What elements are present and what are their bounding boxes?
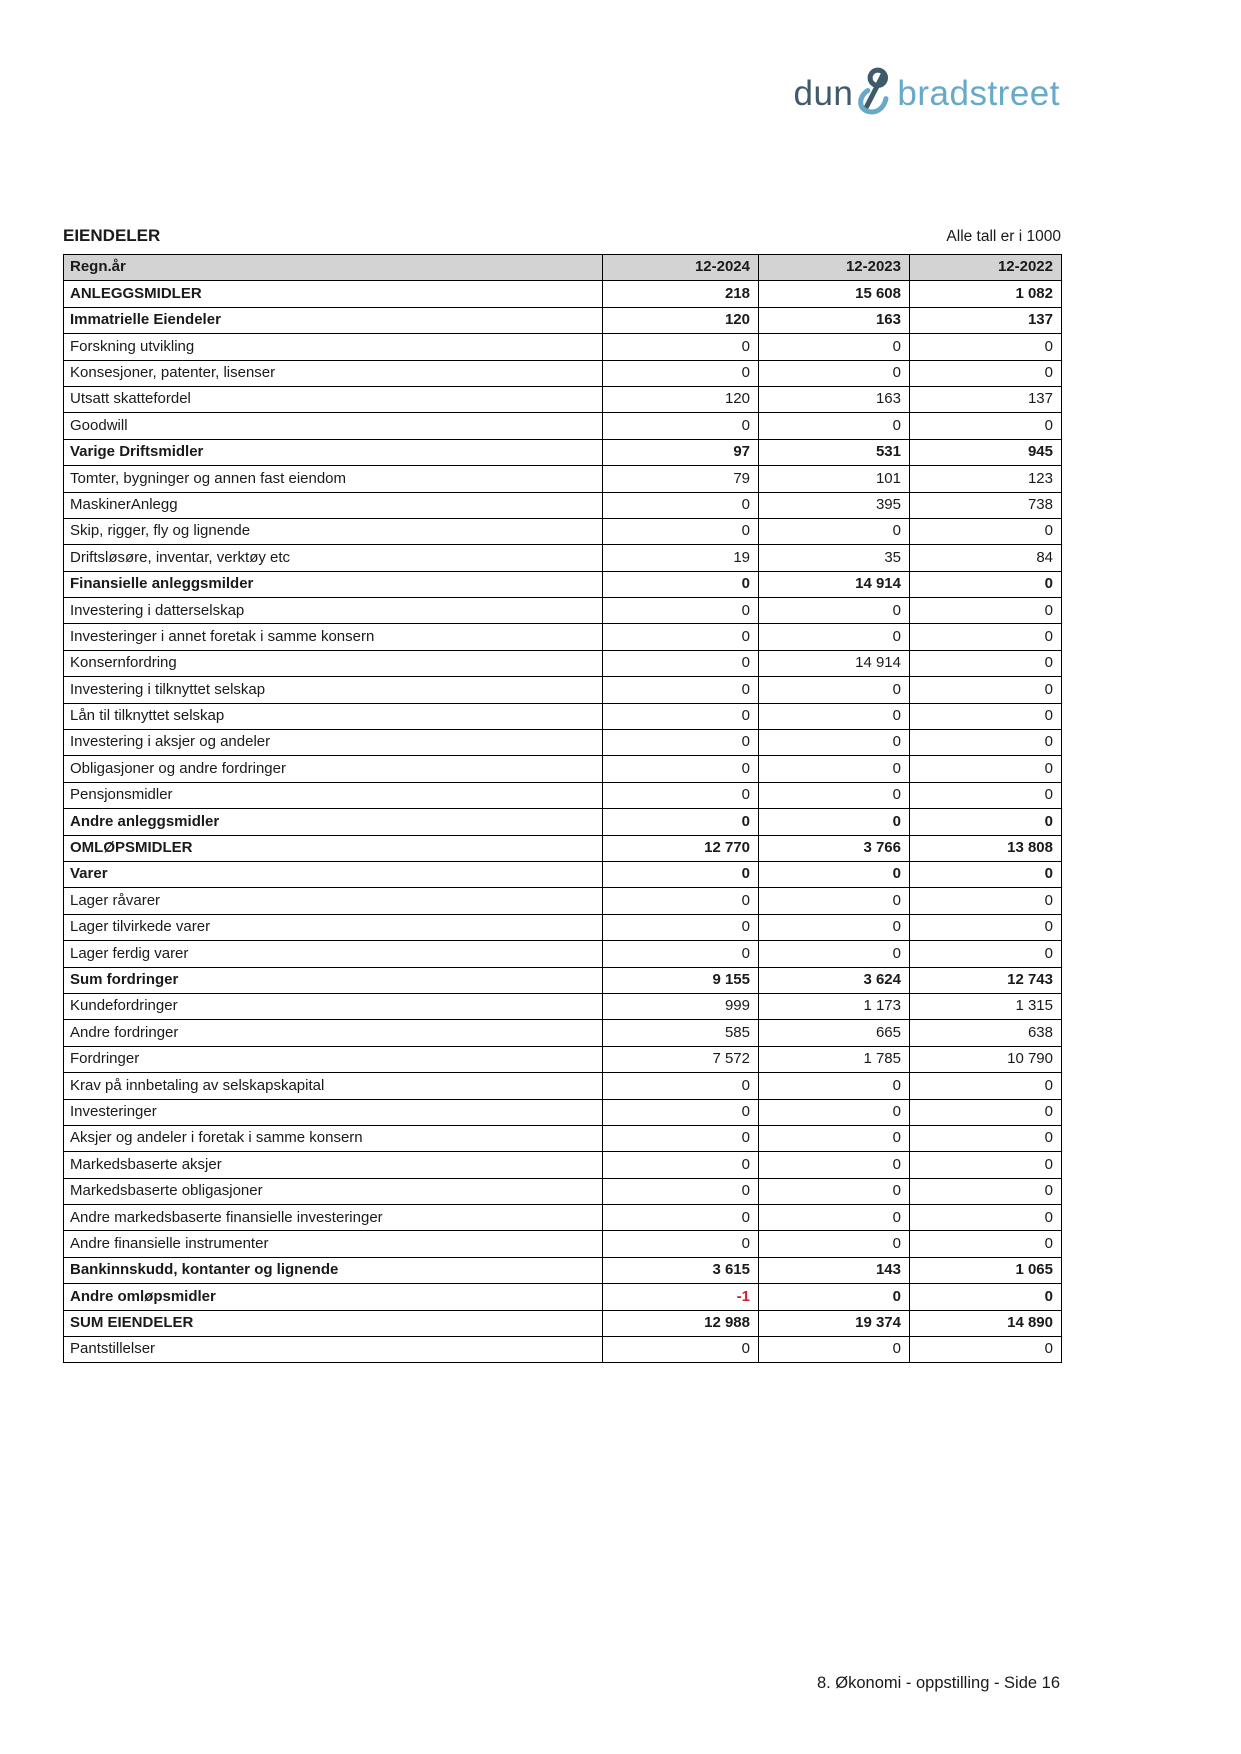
row-value: 123 (910, 466, 1062, 492)
table-row (64, 914, 1062, 940)
row-value: 218 (603, 281, 759, 307)
row-value: 0 (910, 1205, 1062, 1231)
row-value: 0 (759, 598, 910, 624)
table-row (64, 598, 1062, 624)
row-value: 10 790 (910, 1046, 1062, 1072)
logo-word-dun: dun (793, 74, 854, 113)
row-value: 14 890 (910, 1310, 1062, 1336)
table-row (64, 1178, 1062, 1204)
row-value: 531 (759, 439, 910, 465)
row-label: Investeringer i annet foretak i samme konsern (64, 624, 603, 650)
row-label: Andre fordringer (64, 1020, 603, 1046)
row-value: 0 (910, 1099, 1062, 1125)
row-value: 0 (603, 888, 759, 914)
table-row (64, 993, 1062, 1019)
row-label: Sum fordringer (64, 967, 603, 993)
table-row (64, 1205, 1062, 1231)
row-value: 0 (910, 861, 1062, 887)
header-col-2022: 12-2022 (910, 255, 1062, 281)
row-value: 0 (759, 334, 910, 360)
row-value: 137 (910, 307, 1062, 333)
table-header (64, 255, 1062, 281)
page-title: EIENDELER (63, 226, 161, 245)
row-value: 0 (759, 809, 910, 835)
row-value: 1 065 (910, 1257, 1062, 1283)
row-value: 3 766 (759, 835, 910, 861)
table-row (64, 518, 1062, 544)
table-row (64, 281, 1062, 307)
row-label: Investering i aksjer og andeler (64, 730, 603, 756)
header-col-2023: 12-2023 (759, 255, 910, 281)
row-value: 0 (910, 1231, 1062, 1257)
table-row (64, 650, 1062, 676)
row-label: Goodwill (64, 413, 603, 439)
row-value: 12 770 (603, 835, 759, 861)
row-value: 0 (603, 650, 759, 676)
row-value: 0 (910, 518, 1062, 544)
row-value: 84 (910, 545, 1062, 571)
row-value: 0 (759, 1073, 910, 1099)
row-value: 0 (759, 413, 910, 439)
row-value: 0 (910, 703, 1062, 729)
table-row (64, 861, 1062, 887)
row-value: 0 (759, 914, 910, 940)
row-value: 0 (603, 861, 759, 887)
row-value: 0 (603, 598, 759, 624)
table-row (64, 730, 1062, 756)
row-value: 0 (910, 730, 1062, 756)
row-value: 0 (910, 782, 1062, 808)
row-label: Andre omløpsmidler (64, 1284, 603, 1310)
table-row (64, 1231, 1062, 1257)
row-value: 395 (759, 492, 910, 518)
row-label: Immatrielle Eiendeler (64, 307, 603, 333)
row-value: 0 (603, 1073, 759, 1099)
row-value: 0 (759, 518, 910, 544)
row-value: 120 (603, 386, 759, 412)
row-label: Varer (64, 861, 603, 887)
table-row (64, 1337, 1062, 1363)
row-value: 0 (759, 360, 910, 386)
table-row (64, 466, 1062, 492)
row-value: 585 (603, 1020, 759, 1046)
row-value: 35 (759, 545, 910, 571)
row-value: 137 (910, 386, 1062, 412)
row-label: Utsatt skattefordel (64, 386, 603, 412)
row-value: 0 (910, 809, 1062, 835)
table-row (64, 888, 1062, 914)
row-label: Konsesjoner, patenter, lisenser (64, 360, 603, 386)
row-value: 0 (603, 1099, 759, 1125)
row-value: 0 (603, 703, 759, 729)
row-value: 9 155 (603, 967, 759, 993)
row-label: Markedsbaserte aksjer (64, 1152, 603, 1178)
row-value: 0 (759, 730, 910, 756)
row-value: 0 (910, 914, 1062, 940)
row-value: 3 615 (603, 1257, 759, 1283)
row-value: 0 (603, 334, 759, 360)
row-label: Andre anleggsmidler (64, 809, 603, 835)
row-value: 0 (910, 888, 1062, 914)
header-col-2024: 12-2024 (603, 255, 759, 281)
row-value: 0 (759, 703, 910, 729)
row-label: Andre finansielle instrumenter (64, 1231, 603, 1257)
row-value: 19 374 (759, 1310, 910, 1336)
table-row (64, 439, 1062, 465)
row-value: 0 (603, 1152, 759, 1178)
row-value: 0 (910, 1284, 1062, 1310)
row-value: 0 (910, 334, 1062, 360)
row-value: 0 (910, 1337, 1062, 1363)
row-label: Bankinnskudd, kontanter og lignende (64, 1257, 603, 1283)
row-label: Markedsbaserte obligasjoner (64, 1178, 603, 1204)
row-label: Krav på innbetaling av selskapskapital (64, 1073, 603, 1099)
row-value: 0 (910, 650, 1062, 676)
row-value: 0 (910, 360, 1062, 386)
row-value: -1 (603, 1284, 759, 1310)
row-value: 0 (910, 941, 1062, 967)
row-value: 101 (759, 466, 910, 492)
row-label: Lager ferdig varer (64, 941, 603, 967)
row-value: 0 (759, 861, 910, 887)
row-value: 0 (603, 1231, 759, 1257)
table-row (64, 571, 1062, 597)
row-label: Pensjonsmidler (64, 782, 603, 808)
row-value: 0 (759, 782, 910, 808)
row-value: 0 (910, 1178, 1062, 1204)
table-row (64, 782, 1062, 808)
row-value: 0 (603, 1205, 759, 1231)
row-value: 0 (759, 1205, 910, 1231)
row-value: 0 (759, 1152, 910, 1178)
row-value: 79 (603, 466, 759, 492)
row-value: 0 (603, 413, 759, 439)
table-row (64, 386, 1062, 412)
table-row (64, 677, 1062, 703)
row-label: Konsernfordring (64, 650, 603, 676)
table-row (64, 334, 1062, 360)
row-value: 12 988 (603, 1310, 759, 1336)
row-value: 97 (603, 439, 759, 465)
row-value: 15 608 (759, 281, 910, 307)
page-footer: 8. Økonomi - oppstilling - Side 16 (816, 1674, 1060, 1692)
row-label: Kundefordringer (64, 993, 603, 1019)
table-row (64, 492, 1062, 518)
row-value: 0 (910, 598, 1062, 624)
table-row (64, 941, 1062, 967)
row-value: 0 (603, 492, 759, 518)
table-row (64, 809, 1062, 835)
row-label: Lån til tilknyttet selskap (64, 703, 603, 729)
table-row (64, 1284, 1062, 1310)
row-label: Lager råvarer (64, 888, 603, 914)
row-value: 0 (603, 730, 759, 756)
row-label: Driftsløsøre, inventar, verktøy etc (64, 545, 603, 571)
row-label: OMLØPSMIDLER (64, 835, 603, 861)
table-row (64, 967, 1062, 993)
row-value: 0 (759, 1178, 910, 1204)
table-row (64, 1257, 1062, 1283)
row-value: 1 082 (910, 281, 1062, 307)
row-value: 999 (603, 993, 759, 1019)
table-row (64, 413, 1062, 439)
table-row (64, 835, 1062, 861)
row-value: 0 (910, 677, 1062, 703)
row-value: 0 (759, 888, 910, 914)
row-label: Pantstillelser (64, 1337, 603, 1363)
row-value: 0 (759, 677, 910, 703)
table-row (64, 624, 1062, 650)
row-label: Investeringer (64, 1099, 603, 1125)
table-row (64, 1046, 1062, 1072)
row-value: 0 (759, 941, 910, 967)
table-row (64, 1099, 1062, 1125)
row-label: Tomter, bygninger og annen fast eiendom (64, 466, 603, 492)
row-value: 163 (759, 307, 910, 333)
row-value: 19 (603, 545, 759, 571)
table-row (64, 1020, 1062, 1046)
row-label: Investering i tilknyttet selskap (64, 677, 603, 703)
row-value: 143 (759, 1257, 910, 1283)
row-value: 0 (759, 1284, 910, 1310)
row-value: 0 (603, 571, 759, 597)
header-label: Regn.år (64, 255, 603, 281)
row-label: Investering i datterselskap (64, 598, 603, 624)
table-row (64, 703, 1062, 729)
row-value: 0 (603, 677, 759, 703)
row-label: Aksjer og andeler i foretak i samme konsern (64, 1125, 603, 1151)
row-label: MaskinerAnlegg (64, 492, 603, 518)
row-value: 0 (603, 756, 759, 782)
row-value: 7 572 (603, 1046, 759, 1072)
row-value: 0 (759, 1231, 910, 1257)
row-value: 738 (910, 492, 1062, 518)
row-value: 0 (910, 756, 1062, 782)
title-row (63, 226, 1061, 246)
row-value: 0 (759, 1125, 910, 1151)
table-row (64, 1073, 1062, 1099)
row-value: 665 (759, 1020, 910, 1046)
row-label: Finansielle anleggsmilder (64, 571, 603, 597)
row-value: 120 (603, 307, 759, 333)
row-value: 13 808 (910, 835, 1062, 861)
row-label: Obligasjoner og andre fordringer (64, 756, 603, 782)
ampersand-icon (856, 66, 896, 115)
table-row (64, 1152, 1062, 1178)
row-value: 0 (603, 1178, 759, 1204)
row-value: 0 (603, 782, 759, 808)
row-value: 163 (759, 386, 910, 412)
row-value: 0 (910, 1073, 1062, 1099)
table-row (64, 1310, 1062, 1336)
units-note: Alle tall er i 1000 (946, 228, 1061, 245)
header-row (64, 255, 1062, 281)
row-value: 0 (603, 360, 759, 386)
row-value: 0 (603, 1337, 759, 1363)
row-label: Fordringer (64, 1046, 603, 1072)
table-row (64, 360, 1062, 386)
dun-bradstreet-logo (794, 72, 1061, 115)
row-value: 0 (603, 914, 759, 940)
row-value: 0 (603, 809, 759, 835)
row-value: 0 (910, 624, 1062, 650)
row-value: 0 (603, 941, 759, 967)
row-value: 0 (759, 1337, 910, 1363)
row-label: Skip, rigger, fly og lignende (64, 518, 603, 544)
row-value: 0 (603, 1125, 759, 1151)
row-value: 14 914 (759, 650, 910, 676)
row-value: 0 (759, 756, 910, 782)
row-value: 0 (759, 624, 910, 650)
table-row (64, 756, 1062, 782)
row-value: 3 624 (759, 967, 910, 993)
row-label: SUM EIENDELER (64, 1310, 603, 1336)
row-value: 12 743 (910, 967, 1062, 993)
row-value: 638 (910, 1020, 1062, 1046)
row-value: 0 (603, 624, 759, 650)
row-value: 14 914 (759, 571, 910, 597)
row-label: ANLEGGSMIDLER (64, 281, 603, 307)
row-value: 0 (603, 518, 759, 544)
table-row (64, 1125, 1062, 1151)
row-label: Varige Driftsmidler (64, 439, 603, 465)
table-row (64, 545, 1062, 571)
table-body (64, 281, 1062, 1363)
row-value: 0 (910, 1152, 1062, 1178)
row-value: 0 (759, 1099, 910, 1125)
row-value: 0 (910, 413, 1062, 439)
row-value: 0 (910, 571, 1062, 597)
row-value: 0 (910, 1125, 1062, 1151)
row-value: 1 785 (759, 1046, 910, 1072)
row-label: Forskning utvikling (64, 334, 603, 360)
row-label: Andre markedsbaserte finansielle investeringer (64, 1205, 603, 1231)
row-value: 1 173 (759, 993, 910, 1019)
logo-word-bradstreet: bradstreet (897, 74, 1060, 113)
row-value: 1 315 (910, 993, 1062, 1019)
assets-table (63, 254, 1062, 1363)
row-label: Lager tilvirkede varer (64, 914, 603, 940)
table-row (64, 307, 1062, 333)
row-value: 945 (910, 439, 1062, 465)
